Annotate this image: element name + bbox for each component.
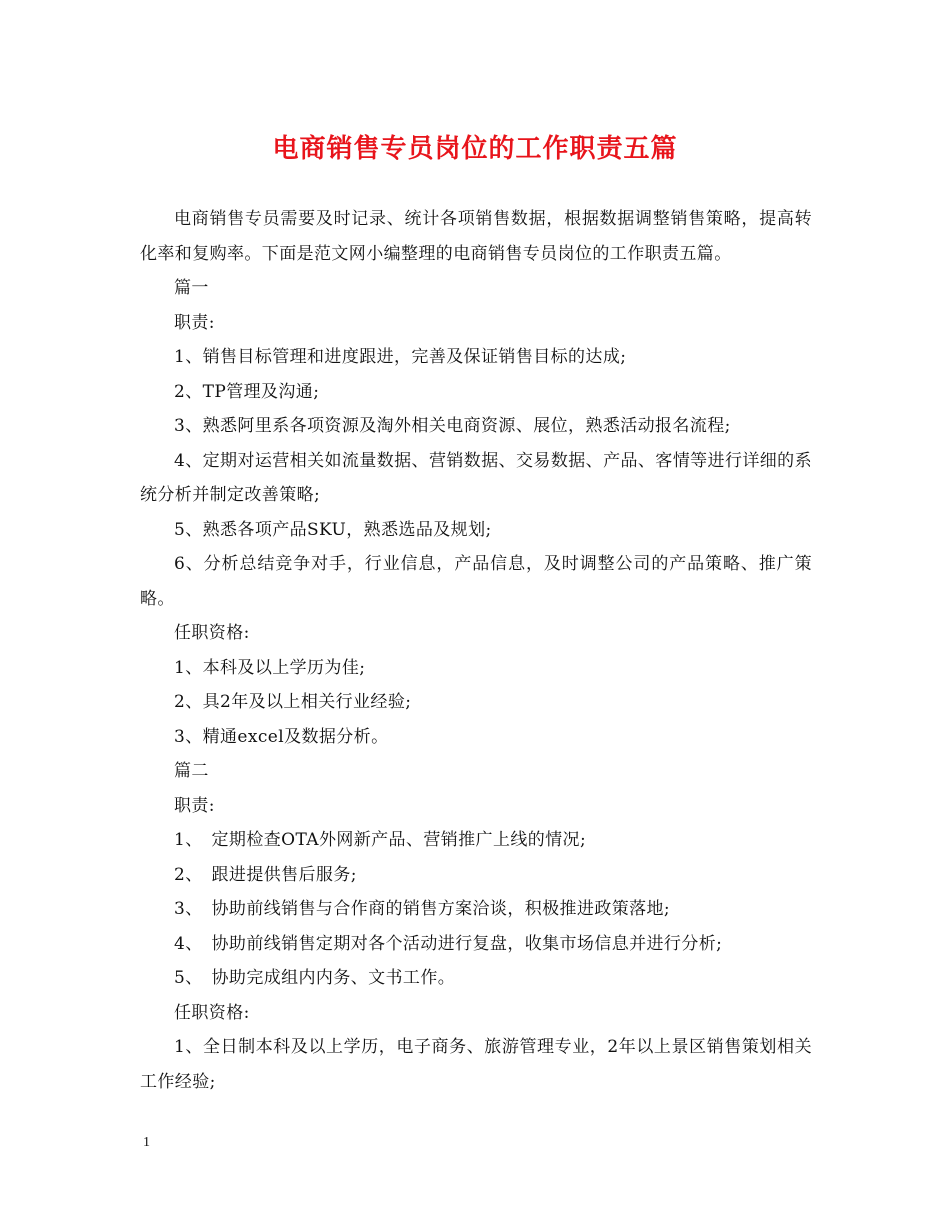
document-title: 电商销售专员岗位的工作职责五篇 (272, 134, 678, 164)
duty-item: 1、销售目标管理和进度跟进，完善及保证销售目标的达成; (174, 347, 627, 367)
document-body (140, 202, 812, 1099)
qualification-item: 1、全日制本科及以上学历，电子商务、旅游管理专业，2年以上景区销售策划相关工作经验; (140, 1037, 812, 1092)
duty-item: 6、分析总结竞争对手，行业信息，产品信息，及时调整公司的产品策略、推广策略。 (140, 554, 812, 609)
intro-paragraph: 电商销售专员需要及时记录、统计各项销售数据，根据数据调整销售策略，提高转化率和复购率。下面是范文网小编整理的电商销售专员岗位的工作职责五篇。 (140, 209, 812, 264)
duty-item: 5、 协助完成组内内务、文书工作。 (174, 968, 456, 988)
qualifications-label-2: 任职资格: (174, 1002, 250, 1023)
duty-item: 4、定期对运营相关如流量数据、营销数据、交易数据、产品、客情等进行详细的系统分析并制定改善策略; (140, 450, 812, 505)
duty-item: 1、 定期检查OTA外网新产品、营销推广上线的情况; (174, 830, 587, 850)
page-number: 1 (143, 1135, 150, 1150)
qualifications-label-1: 任职资格: (174, 623, 250, 643)
qualification-item: 1、本科及以上学历为佳; (174, 657, 366, 678)
duty-item: 2、 跟进提供售后服务; (174, 864, 357, 885)
qualification-item: 2、具2年及以上相关行业经验; (174, 692, 412, 712)
duty-item: 2、TP管理及沟通; (174, 381, 320, 402)
duty-item: 4、 协助前线销售定期对各个活动进行复盘，收集市场信息并进行分析; (174, 933, 723, 954)
duty-item: 3、 协助前线销售与合作商的销售方案洽谈，积极推进政策落地; (174, 899, 671, 919)
section-heading-1: 篇一 (174, 278, 209, 298)
section-heading-2: 篇二 (174, 761, 209, 781)
duties-label-1: 职责: (174, 312, 215, 333)
duties-label-2: 职责: (174, 795, 215, 816)
qualification-item: 3、精通excel及数据分析。 (174, 726, 389, 747)
duty-item: 3、熟悉阿里系各项资源及淘外相关电商资源、展位，熟悉活动报名流程; (174, 416, 731, 436)
duty-item: 5、熟悉各项产品SKU，熟悉选品及规划; (174, 519, 492, 540)
